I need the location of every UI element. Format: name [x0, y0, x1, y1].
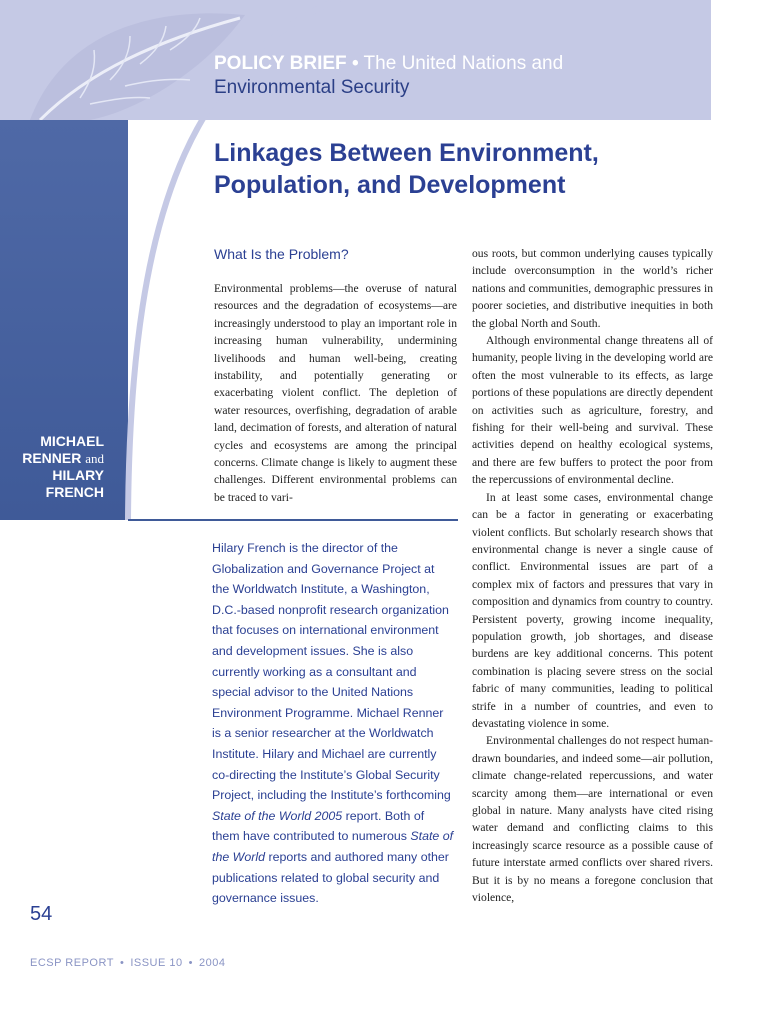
bio-text: Hilary French is the director of the Globalization and Governance Project at the Worldwatch Institute, a Washington, D.C.-based nonprofit research organization that focuses on international environment and development issues. She is also currently working as a consultant and special advisor to the United Nations Environment Programme. Michael Renner is a senior researcher at the Worldwatch Institute. Hilary and Michael are currently co-directing the Institute’s Global Security Project, including the Institute’s forthcoming: [212, 541, 451, 803]
author1-first: MICHAEL: [40, 433, 104, 449]
author-byline: [0, 433, 104, 501]
bio-text: report. Both of them have contributed to numerous: [212, 808, 425, 844]
series-title-line2: Environmental Security: [214, 77, 410, 98]
footer-issue: ISSUE 10: [130, 957, 183, 969]
bio-title: State of the World 2005: [212, 808, 343, 823]
title-line1: Linkages Between Environment,: [214, 139, 599, 167]
footer-separator: •: [119, 957, 125, 969]
author1-last: RENNER: [22, 450, 82, 466]
footer-report: ECSP REPORT: [30, 957, 114, 969]
title-line2: Population, and Development: [214, 171, 566, 199]
bio-text: reports and authored many other publications related to global security and governance issues.: [212, 849, 449, 906]
paragraph: Environmental challenges do not respect human-drawn boundaries, and indeed some—air pollution, climate change-related repercussions, and water scarcity among them—are international or even global in nature. Many analysts have cited rising water demand and conflicting claims to this increasingly scarce resource as a possible cause of future interstate armed conflicts over shared rivers. But it is by no means a foregone conclusion that violence,: [472, 734, 713, 905]
footer-year: 2004: [198, 957, 226, 969]
bio-title: State of the World: [212, 829, 454, 864]
page-footer: [30, 957, 225, 969]
page-number: 54: [30, 903, 53, 925]
author2-last: FRENCH: [45, 484, 104, 500]
author-bio: [212, 538, 455, 909]
article-title: [214, 137, 674, 201]
paragraph: In at least some cases, environmental change can be a factor in generating or exacerbating violent conflicts. But scholarly research shows that environmental change is never a single cause of conflict. Environmental issues are part of a complex mix of factors and pressures that vary in composition and dynamics from country to country. Persistent poverty, growing income inequality, population growth, job shortages, and disease burdens are key additional concerns. This potent combination is placing severe stress on the social fabric of many communities, leading to political strife in a number of countries, and even to devastating violence in some.: [472, 490, 713, 730]
body-column-1: [214, 280, 457, 506]
section-heading: What Is the Problem?: [214, 246, 349, 262]
author2-first: HILARY: [52, 467, 104, 483]
divider-rule: [128, 519, 458, 521]
series-title-line1: The United Nations and: [363, 53, 564, 74]
series-label: POLICY BRIEF •: [214, 53, 359, 74]
series-header: [214, 52, 694, 100]
author-joiner: and: [85, 451, 104, 466]
paragraph: ous roots, but common underlying causes typically include overconsumption in the world’s richer nations and communities, demographic pressures in poorer societies, and distributive inequities in both the global North and South.: [472, 247, 713, 330]
body-column-2: [472, 245, 713, 906]
footer-separator: •: [188, 957, 193, 969]
paragraph: Although environmental change threatens all of humanity, people living in the developing world are often the most vulnerable to its effects, as large portions of these populations are directly dependent on activities such as agriculture, forestry, and fishing for their well-being and survival. These activities depend on healthy ecological systems, and there are few buffers to protect the poor from the repercussions of environmental decline.: [472, 334, 713, 487]
paragraph: Environmental problems—the overuse of natural resources and the degradation of ecosystems—are increasingly understood to play an important role in increasing human vulnerability, undermining livelihoods and human well-being, creating instability, and potentially generating or exacerbating violent conflict. The depletion of water resources, overfishing, degradation of arable land, decimation of forests, and alteration of natural cycles and ecosystems are among the principal concerns. Climate change is likely to augment these challenges. Different environmental problems can be traced to vari-: [214, 282, 457, 504]
